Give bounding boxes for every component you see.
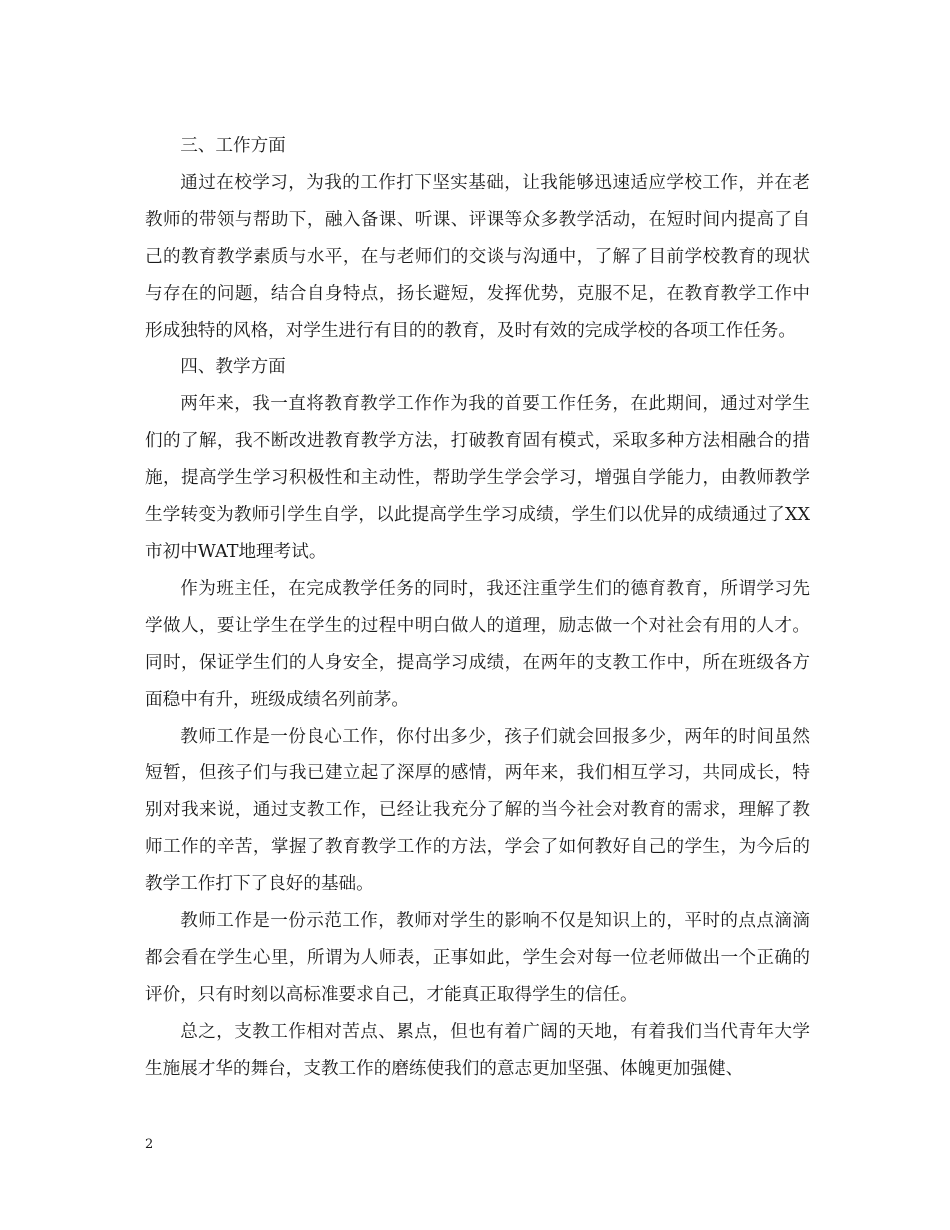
paragraph-conclusion: 总之，支教工作相对苦点、累点，但也有着广阔的天地，有着我们当代青年大学生施展才华的舞台，支教工作的磨练使我们的意志更加坚强、体魄更加强健、: [145, 1021, 810, 1079]
document-body: [145, 128, 810, 1088]
page-number: 2: [145, 1137, 154, 1152]
paragraph-work: 通过在校学习，为我的工作打下坚实基础，让我能够迅速适应学校工作，并在老教师的带领与帮助下，融入备课、听课、评课等众多教学活动，在短时间内提高了自己的教育教学素质与水平，在与老师们的交谈与沟通中，了解了目前学校教育的现状与存在的问题，结合自身特点，扬长避短，发挥优势，克服不足，在教育教学工作中形成独特的风格，对学生进行有目的的教育，及时有效的完成学校的各项工作任务。: [145, 172, 810, 341]
section-heading-work: 三、工作方面: [180, 136, 286, 156]
paragraph-teaching: 两年来，我一直将教育教学工作作为我的首要工作任务，在此期间，通过对学生们的了解，我不断改进教育教学方法，打破教育固有模式，采取多种方法相融合的措施，提高学生学习积极性和主动性，帮助学生学会学习，增强自学能力，由教师教学生学转变为教师引学生自学，以此提高学生学习成绩，学生们以优异的成绩通过了XX市初中WAT地理考试。: [145, 394, 810, 562]
section-heading-teaching: 四、教学方面: [180, 357, 286, 378]
paragraph-conscience-work: 教师工作是一份良心工作，你付出多少，孩子们就会回报多少，两年的时间虽然短暂，但孩子们与我已建立起了深厚的感情，两年来，我们相互学习，共同成长，特别对我来说，通过支教工作，已经让我充分了解的当今社会对教育的需求，理解了教师工作的辛苦，掌握了教育教学工作的方法，学会了如何教好自己的学生，为今后的教学工作打下了良好的基础。: [145, 726, 810, 895]
paragraph-model-work: 教师工作是一份示范工作，教师对学生的影响不仅是知识上的，平时的点点滴滴都会看在学生心里，所谓为人师表，正事如此，学生会对每一位老师做出一个正确的评价，只有时刻以高标准要求自己，才能真正取得学生的信任。: [145, 911, 810, 1005]
paragraph-class-teacher: 作为班主任，在完成教学任务的同时，我还注重学生们的德育教育，所谓学习先学做人，要让学生在学生的过程中明白做人的道理，励志做一个对社会有用的人才。同时，保证学生们的人身安全，提高学习成绩，在两年的支教工作中，所在班级各方面稳中有升，班级成绩名列前茅。: [145, 578, 810, 710]
